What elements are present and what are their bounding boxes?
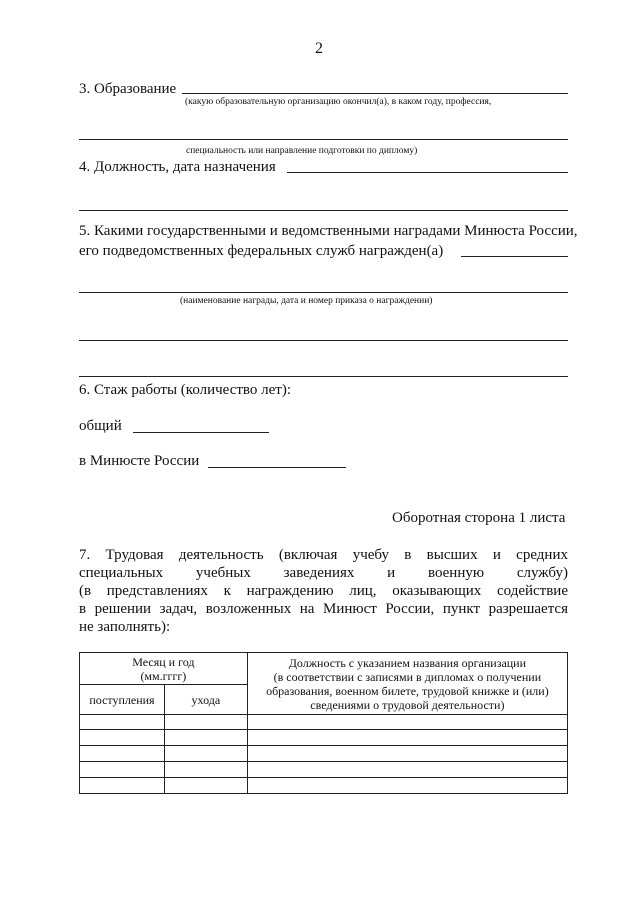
col-start-header: поступления [80,685,165,715]
work-activity-line-4: в решении задач, возложенных на Минюст России, пункт разрешается [79,601,568,617]
position-label: 4. Должность, дата назначения [79,159,276,175]
table-row [80,730,568,746]
page-number: 2 [315,40,323,57]
awards-field-line-2[interactable] [79,292,568,293]
work-activity-line-3: (в представлениях к награждению лиц, оказывающих содействие [79,583,568,599]
table-cell-position[interactable] [247,746,567,762]
table-cell-position[interactable] [247,730,567,746]
education-label: 3. Образование [79,81,177,97]
table-cell-end[interactable] [164,762,247,778]
table-cell-end[interactable] [164,778,247,794]
table-cell-start[interactable] [80,778,165,794]
table-cell-end[interactable] [164,746,247,762]
awards-field-line-4[interactable] [79,376,568,377]
table-cell-end[interactable] [164,715,247,730]
experience-total-field[interactable] [133,432,269,433]
work-history-table [79,652,568,794]
month-year-header-format: (мм.гггг) [140,668,187,683]
table-cell-start[interactable] [80,762,165,778]
table-cell-start[interactable] [80,715,165,730]
table-cell-position[interactable] [247,762,567,778]
position-header-line-4: сведениями о трудовой деятельности) [310,697,505,712]
awards-field-line[interactable] [461,256,568,257]
position-header-line-1: Должность с указанием названия организации [288,655,527,670]
education-hint-1: (какую образовательную организацию окончил(а), в каком году, профессия, [185,97,492,107]
month-year-header [80,653,248,685]
table-row [80,778,568,794]
table-row [80,746,568,762]
experience-label: 6. Стаж работы (количество лет): [79,382,292,398]
table-header-row [80,653,568,685]
position-header-line-2: (в соответствии с записями в дипломах о получении [273,669,542,684]
awards-label-1: 5. Какими государственными и ведомственными наградами Минюста России, [79,223,578,239]
experience-minjust-field[interactable] [208,467,346,468]
education-field-line[interactable] [182,93,568,94]
position-header [247,653,567,715]
table-cell-position[interactable] [247,778,567,794]
work-activity-line-1: 7. Трудовая деятельность (включая учебу в высших и средних [79,547,568,563]
experience-total-label: общий [79,418,122,434]
table-cell-position[interactable] [247,715,567,730]
month-year-header-title: Месяц и год [132,654,195,669]
awards-field-line-3[interactable] [79,340,568,341]
work-activity-line-2: специальных учебных заведениях и военную службу) [79,565,568,581]
reverse-side-label: Оборотная сторона 1 листа [392,510,566,526]
awards-label-2: его подведомственных федеральных служб награжден(а) [79,243,444,259]
position-field-line-2[interactable] [79,210,568,211]
col-end-header: ухода [164,685,247,715]
table-cell-start[interactable] [80,730,165,746]
education-hint-2: специальность или направление подготовки по диплому) [186,146,418,156]
table-row [80,715,568,730]
table-cell-end[interactable] [164,730,247,746]
position-header-line-3: образования, военном билете, трудовой книжке и (или) [266,683,549,698]
table-row [80,762,568,778]
position-field-line[interactable] [287,172,568,173]
education-field-line-2[interactable] [79,139,568,140]
awards-hint: (наименование награды, дата и номер приказа о награждении) [180,296,433,306]
work-activity-line-5: не заполнять): [79,619,171,635]
table-cell-start[interactable] [80,746,165,762]
experience-minjust-label: в Минюсте России [79,453,200,469]
